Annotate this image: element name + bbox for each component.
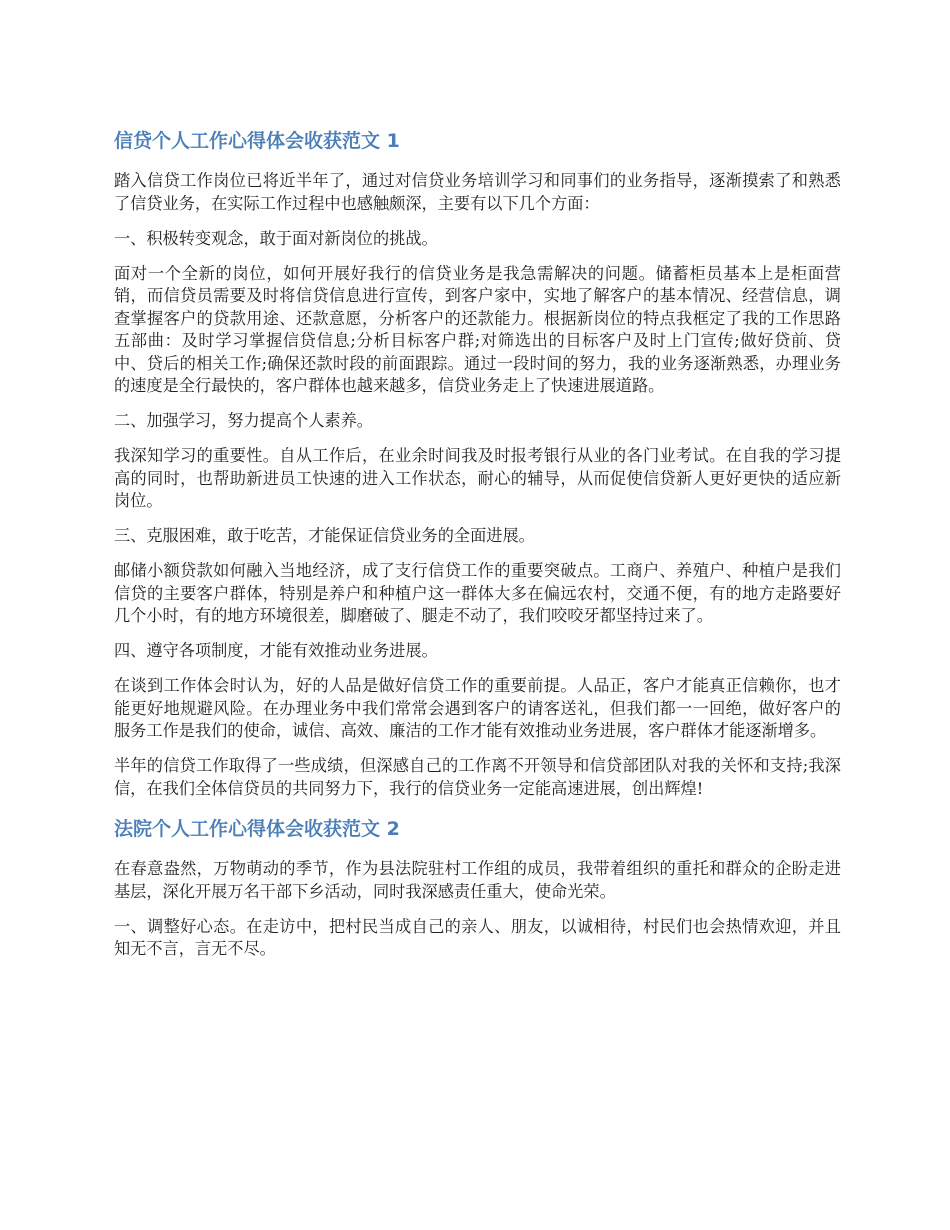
section-1-paragraph-3: 面对一个全新的岗位，如何开展好我行的信贷业务是我急需解决的问题。储蓄柜员基本上是柜面营销，而信贷员需要及时将信贷信息进行宣传，到客户家中，实地了解客户的基本情况、经营信息，调查掌握客户的贷款用途、还款意愿，分析客户的还款能力。根据新岗位的特点我框定了我的工作思路五部曲：及时学习掌握信贷信息;分析目标客户群;对筛选出的目标客户及时上门宣传;做好贷前、贷中、贷后的相关工作;确保还款时段的前面跟踪。通过一段时间的努力，我的业务逐渐熟悉，办理业务的速度是全行最快的，客户群体也越来越多，信贷业务走上了快速进展道路。: [114, 263, 841, 395]
section-1-paragraph-8: 四、遵守各项制度，才能有效推动业务进展。: [114, 641, 438, 660]
document-page: [114, 126, 841, 973]
section-1-paragraph-9: 在谈到工作体会时认为，好的人品是做好信贷工作的重要前提。人品正，客户才能真正信赖你，也才能更好地规避风险。在办理业务中我们常常会遇到客户的请客送礼，但我们都一一回绝，做好客户的服务工作是我们的使命，诚信、高效、廉洁的工作才能有效推动业务进展，客户群体才能逐渐增多。: [114, 676, 841, 740]
section-1-paragraph-7: 邮储小额贷款如何融入当地经济，成了支行信贷工作的重要突破点。工商户、养殖户、种植户是我们信贷的主要客户群体，特别是养户和种植户这一群体大多在偏远农村，交通不便，有的地方走路要好几个小时，有的地方环境很差，脚磨破了、腿走不动了，我们咬咬牙都坚持过来了。: [114, 561, 841, 625]
section-1-paragraph-2: 一、积极转变观念，敢于面对新岗位的挑战。: [114, 228, 438, 248]
section-2-title: 法院个人工作心得体会收获范文 2: [114, 818, 400, 840]
section-1-paragraph-5: 我深知学习的重要性。自从工作后，在业余时间我及时报考银行从业的各门业考试。在自我的学习提高的同时，也帮助新进员工快速的进入工作状态，耐心的辅导，从而促使信贷新人更好更快的适应新岗位。: [114, 446, 841, 510]
section-2-paragraph-1: 在春意盎然，万物萌动的季节，作为县法院驻村工作组的成员，我带着组织的重托和群众的企盼走进基层，深化开展万名干部下乡活动，同时我深感责任重大，使命光荣。: [114, 859, 841, 901]
section-1-title: 信贷个人工作心得体会收获范文 1: [114, 130, 400, 152]
section-1-paragraph-10: 半年的信贷工作取得了一些成绩，但深感自己的工作离不开领导和信贷部团队对我的关怀和支持;我深信，在我们全体信贷员的共同努力下，我行的信贷业务一定能高速进展，创出辉煌!: [114, 756, 841, 798]
section-1-paragraph-4: 二、加强学习，努力提高个人素养。: [114, 411, 373, 430]
section-1-paragraph-1: 踏入信贷工作岗位已将近半年了，通过对信贷业务培训学习和同事们的业务指导，逐渐摸索了和熟悉了信贷业务，在实际工作过程中也感触颇深，主要有以下几个方面：: [114, 171, 841, 213]
section-1-paragraph-6: 三、克服困难，敢于吃苦，才能保证信贷业务的全面进展。: [114, 526, 535, 545]
section-2-paragraph-2: 一、调整好心态。在走访中，把村民当成自己的亲人、朋友，以诚相待，村民们也会热情欢迎，并且知无不言，言无不尽。: [114, 916, 841, 958]
